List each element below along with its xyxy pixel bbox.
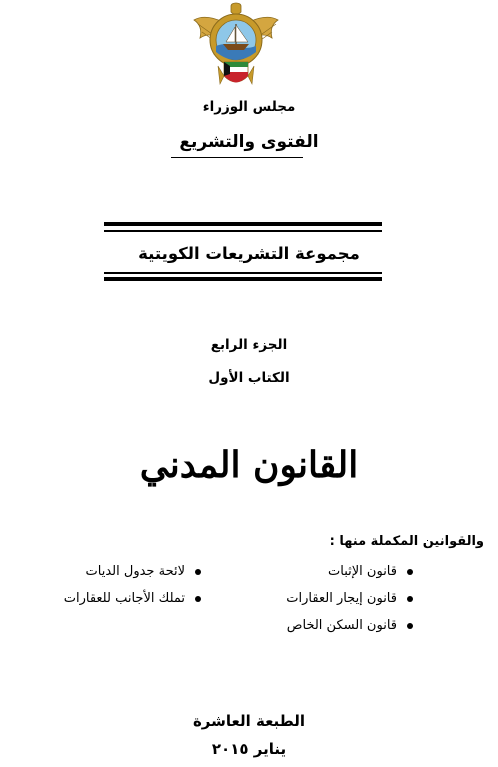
bullet-icon xyxy=(407,623,413,629)
supplementary-heading: والقوانين المكملة منها : xyxy=(329,534,484,549)
law-title: قانون السكن الخاص xyxy=(286,618,397,633)
bullet-icon xyxy=(407,596,413,602)
supplementary-list-right xyxy=(286,564,413,645)
department-name: الفتوى والتشريع xyxy=(179,132,319,152)
bullet-icon xyxy=(195,569,201,575)
bullet-icon xyxy=(195,596,201,602)
list-item xyxy=(64,564,201,591)
law-title: تملك الأجانب للعقارات xyxy=(63,591,185,606)
law-title: قانون الإثبات xyxy=(328,564,397,579)
main-title: القانون المدني xyxy=(139,444,359,486)
bottom-rule-thin xyxy=(104,272,382,274)
law-title: قانون إيجار العقارات xyxy=(286,591,397,606)
list-item xyxy=(286,591,413,618)
list-item xyxy=(286,564,413,591)
supplementary-list-left xyxy=(64,564,201,618)
part-label: الجزء الرابع xyxy=(210,337,288,353)
top-rule-thick xyxy=(104,222,382,226)
kuwait-emblem xyxy=(190,0,282,94)
edition-label: الطبعة العاشرة xyxy=(192,712,306,730)
bullet-icon xyxy=(407,569,413,575)
council-name: مجلس الوزراء xyxy=(202,99,296,115)
list-item xyxy=(286,618,413,645)
law-title: لائحة جدول الديات xyxy=(85,564,185,579)
bottom-rule-thick xyxy=(104,277,382,281)
list-item xyxy=(64,591,201,618)
top-rule-thin xyxy=(104,230,382,232)
department-underline xyxy=(171,157,303,158)
collection-title: مجموعة التشريعات الكويتية xyxy=(138,244,360,263)
publication-date: يناير ٢٠١٥ xyxy=(211,740,287,758)
book-label: الكتاب الأول xyxy=(208,370,290,386)
